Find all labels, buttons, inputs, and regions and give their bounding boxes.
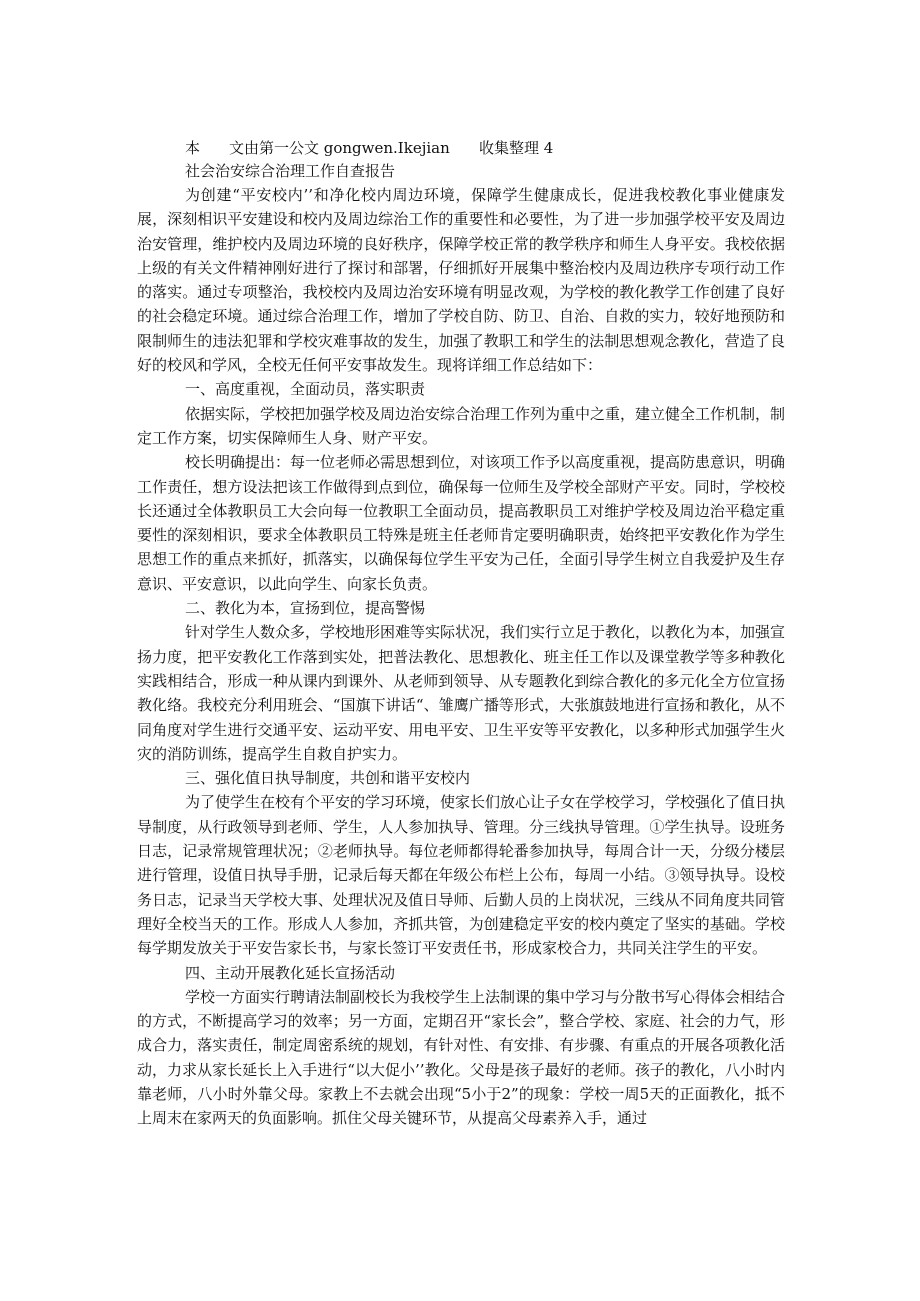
document-title: 社会治安综合治理工作自查报告 bbox=[185, 162, 396, 180]
document-header bbox=[185, 137, 553, 159]
section-heading-2: 二、教化为本，宣扬到位，提高警惕 bbox=[185, 599, 426, 618]
section-3-paragraph-1: 为了使学生在校有个平安的学习环境，使家长们放心让子女在学校学习，学校强化了值日执导制度，从行政领导到老师、学生，人人参加执导、管理。分三线执导管理。①学生执导。设班务日志，记录常规管理状况；②老师执导。每位老师都得轮番参加执导，每周合计一天，分级分楼层进行管理，设值日执导手册，记录后每天都在年级公布栏上公布，每周一小结。③领导执导。设校务日志，记录当天学校大事、处理状况及值日导师、后勤人员的上岗状况，三线从不同角度共同管理好全校当天的工作。形成人人参加，齐抓共管，为创建稳定平安的校内奠定了坚实的基础。学校每学期发放关于平安告家长书，与家长签订平安责任书，形成家校合力，共同关注学生的平安。 bbox=[137, 793, 786, 958]
intro-paragraph: 为创建“平安校内’’和净化校内周边环境，保障学生健康成长，促进我校教化事业健康发展，深刻相识平安建设和校内及周边综治工作的重要性和必要性，为了进一步加强学校平安及周边治安管理，维护校内及周边环境的良好秩序，保障学校正常的教学秩序和师生人身平安。我校依据上级的有关文件精神刚好进行了探讨和部署，仔细抓好开展集中整治校内及周边秩序专项行动工作的落实。通过专项整治，我校校内及周边治安环境有明显改观，为学校的教化教学工作创建了良好的社会稳定环境。通过综合治理工作，增加了学校自防、防卫、自治、自救的实力，较好地预防和限制师生的违法犯罪和学校灾难事故的发生，加强了教职工和学生的法制思想观念教化，营造了良好的校风和学风，全校无任何平安事故发生。现将详细工作总结如下： bbox=[137, 186, 785, 375]
section-heading-3: 三、强化值日执导制度，共创和谐平安校内 bbox=[185, 769, 471, 788]
section-4-paragraph-1: 学校一方面实行聘请法制副校长为我校学生上法制课的集中学习与分散书写心得体会相结合的方式，不断提高学习的效率；另一方面，定期召开“家长会”，整合学校、家庭、社会的力气，形成合力，落实责任，制定周密系统的规划，有针对性、有安排、有步骤、有重点的开展各项教化活动，力求从家长延长上入手进行“以大促小’’教化。父母是孩子最好的老师。孩子的教化，八小时内靠老师，八小时外靠父母。家教上不去就会出现“5小于2”的现象：学校一周5天的正面教化，抵不上周末在家两天的负面影响。抓住父母关键环节，从提高父母素养入手，通过 bbox=[137, 987, 786, 1128]
section-1-paragraph-1: 依据实际，学校把加强学校及周边治安综合治理工作列为重中之重，建立健全工作机制，制定工作方案，切实保障师生人身、财产平安。 bbox=[137, 404, 786, 447]
document-body bbox=[137, 183, 785, 1131]
header-source: 文由第一公文 gongwen.Ikejian bbox=[229, 139, 450, 157]
section-1-paragraph-2: 校长明确提出：每一位老师必需思想到位，对该项工作予以高度重视，提高防患意识，明确工作责任，想方设法把该工作做得到点到位，确保每一位师生及学校全部财产平安。同时，学校校长还通过全体教职员工大会向每一位教职工全面动员，提高教职员工对维护学校及周边治平稳定重要性的深刻相识，要求全体教职员工特殊是班主任老师肯定要明确职责，始终把平安教化作为学生思想工作的重点来抓好，抓落实，以确保每位学生平安为己任，全面引导学生树立自我爱护及生存意识、平安意识，以此向学生、向家长负责。 bbox=[137, 453, 786, 593]
header-prefix: 本 bbox=[185, 139, 201, 157]
header-suffix: 收集整理 4 bbox=[479, 139, 554, 157]
section-heading-1: 一、高度重视，全面动员，落实职责 bbox=[185, 380, 426, 399]
section-heading-4: 四、主动开展教化延长宣扬活动 bbox=[185, 963, 396, 982]
section-2-paragraph-1: 针对学生人数众多，学校地形困难等实际状况，我们实行立足于教化，以教化为本，加强宣扬力度，把平安教化工作落到实处，把普法教化、思想教化、班主任工作以及课堂教学等多种教化实践相结合，形成一种从课内到课外、从老师到领导、从专题教化到综合教化的多元化全方位宣扬教化络。我校充分利用班会、“国旗下讲话“、雏鹰广播等形式，大张旗鼓地进行宣扬和教化，从不同角度对学生进行交通平安、运动平安、用电平安、卫生平安等平安教化，以多种形式加强学生火灾的消防训练，提高学生自救自护实力。 bbox=[137, 623, 786, 763]
